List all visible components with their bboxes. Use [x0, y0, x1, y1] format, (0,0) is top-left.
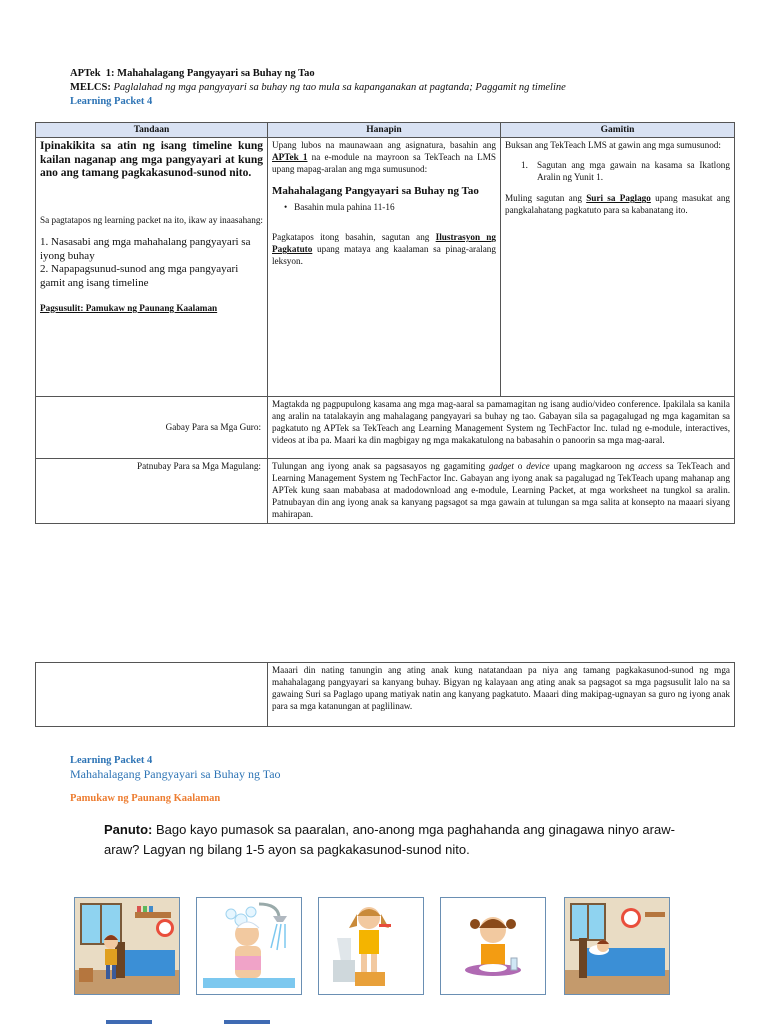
- column-header-tandaan: Tandaan: [36, 123, 268, 138]
- continuation-empty-cell: [36, 663, 268, 727]
- melcs-line: MELCS: Paglalahad ng mga pangyayari sa buhay ng tao mula sa kapanganakan at pagtanda; Paggamit ng timeline: [70, 82, 566, 93]
- continuation-text: Maaari din nating tanungin ang ating anak kung natatandaan pa niya ang tamang pagkakasunod-sunod ng mga mahahalagang pangyayari sa kanyang buhay. Bigyan ng kalayaan ang ating anak sa pagsagot sa mga pagsusulit lalo na sa gawaing Suri sa Paglago upang matiyak natin ang kanyang pagkatuto. Maaari ding makipag-ugnayan sa guro ng iyong anak para sa mga katanungan at paglilinaw.: [268, 663, 735, 727]
- tandaan-objective-1: 1. Nasasabi ang mga mahahalang pangyayari sa iyong buhay: [40, 235, 251, 262]
- lesson-table: [35, 122, 735, 524]
- answer-blank-2[interactable]: [224, 1020, 270, 1024]
- lesson-title: APTek 1: Mahahalagang Pangyayari sa Buhay ng Tao: [70, 68, 315, 79]
- hanapin-paragraph-1: Upang lubos na maunawaan ang asignatura, basahin ang APTek 1 na e-module na mayroon sa TekTeach na LMS upang mapag-aralan ang mga sumusunod:: [272, 140, 497, 175]
- panuto-instructions: Panuto: Bago kayo pumasok sa paaralan, ano-anong mga paghahanda ang ginagawa ninyo araw-araw? Lagyan ng bilang 1-5 ayon sa pagkakasunod-sunod nito.: [104, 822, 675, 858]
- child-making-bed-picture: [74, 897, 180, 995]
- gamitin-paragraph-2: Muling sagutan ang Suri sa Paglago upang masukat ang pangkalahatang pagkatuto para sa kabanatang ito.: [505, 193, 731, 216]
- tandaan-objective-2: 2. Napapagsunud-sunod ang mga pangyayari gamit ang isang timeline: [40, 263, 239, 290]
- child-brushing-teeth-picture: [318, 897, 424, 995]
- child-eating-picture: [440, 897, 546, 995]
- packet-label: Learning Packet 4: [70, 96, 153, 107]
- column-header-gamitin: Gamitin: [501, 123, 735, 138]
- tandaan-cell: [36, 138, 268, 397]
- section-title: Mahahalagang Pangyayari sa Buhay ng Tao: [70, 767, 281, 781]
- guro-label: Gabay Para sa Mga Guro:: [36, 397, 268, 459]
- hanapin-paragraph-2: Pagkatapos itong basahin, sagutan ang Ilustrasyon ng Pagkatuto upang mataya ang kaalaman sa pinag-aralang leksyon.: [272, 232, 497, 267]
- child-sleeping-picture: [564, 897, 670, 995]
- aptek-link[interactable]: APTek 1: [272, 152, 308, 163]
- gamitin-intro: Buksan ang TekTeach LMS at gawin ang mga sumusunod:: [505, 140, 721, 151]
- magulang-text: Tulungan ang iyong anak sa pagsasayos ng gagamiting gadget o device upang magkaroon ng access sa TekTeach and Learning Management System ng TechFactor Inc. Gabayan ang iyong anak sa pagalugad ng TekTeach upang mahanap ang APTek kung saan mababasa at madodownload ang e-module, Learning Packet, at mga worksheet na tungkol sa aralin. Patnubayan din ang iyong anak sa kanyang pagsagot sa mga gawain at tulungan sa mga salita at konsepto na maaari siyang mahirapan.: [268, 459, 735, 524]
- section-subtitle: Pamukaw ng Paunang Kaalaman: [70, 793, 221, 804]
- magulang-label: Patnubay Para sa Mga Magulang:: [36, 459, 268, 524]
- column-header-hanapin: Hanapin: [268, 123, 501, 138]
- hanapin-cell: [268, 138, 501, 397]
- guro-text: Magtakda ng pagpupulong kasama ang mga mag-aaral sa pamamagitan ng isang audio/video conference. Ipakilala sa kanila ang aralin na tatalakayin ang mahalagang pangyayari sa buhay ng tao. Gabayan sila sa pagagalugad ng mga kagamitan sa pagkatuto ng APTek sa TekTeach ang Learning Management System ng TechFactor Inc. tulad ng e-module, interactives, videos at iba pa. Maari ka din magbigay ng mga makakatulong na babasahin o panoorin sa mga mag-aaral.: [268, 397, 735, 459]
- ilustrasyon-link[interactable]: Ilustrasyon ng Pagkatuto: [272, 232, 497, 255]
- suri-link[interactable]: Suri sa Paglago: [586, 193, 651, 204]
- gamitin-cell: [501, 138, 735, 397]
- hanapin-topic: Mahahalagang Pangyayari sa Buhay ng Tao: [272, 185, 479, 198]
- tandaan-assessment: Pagsusulit: Pamukaw ng Paunang Kaalaman: [40, 302, 218, 313]
- hanapin-bullet: • Basahin mula pahina 11-16: [284, 202, 395, 213]
- answer-blank-1[interactable]: [106, 1020, 152, 1024]
- gamitin-step-1: 1. Sagutan ang mga gawain na kasama sa Ikatlong Aralin ng Yunit 1.: [521, 160, 730, 183]
- continuation-table: [35, 662, 735, 727]
- child-bathing-picture: [196, 897, 302, 995]
- section-packet-label: Learning Packet 4: [70, 755, 153, 766]
- tandaan-intro: Ipinakikita sa atin ng isang timeline kung kailan naganap ang mga pangyayari at kung ano ang tamang pagkakasunod-sunod nito.: [40, 140, 263, 180]
- tandaan-objective-intro: Sa pagtatapos ng learning packet na ito, ikaw ay inaasahang:: [40, 215, 263, 226]
